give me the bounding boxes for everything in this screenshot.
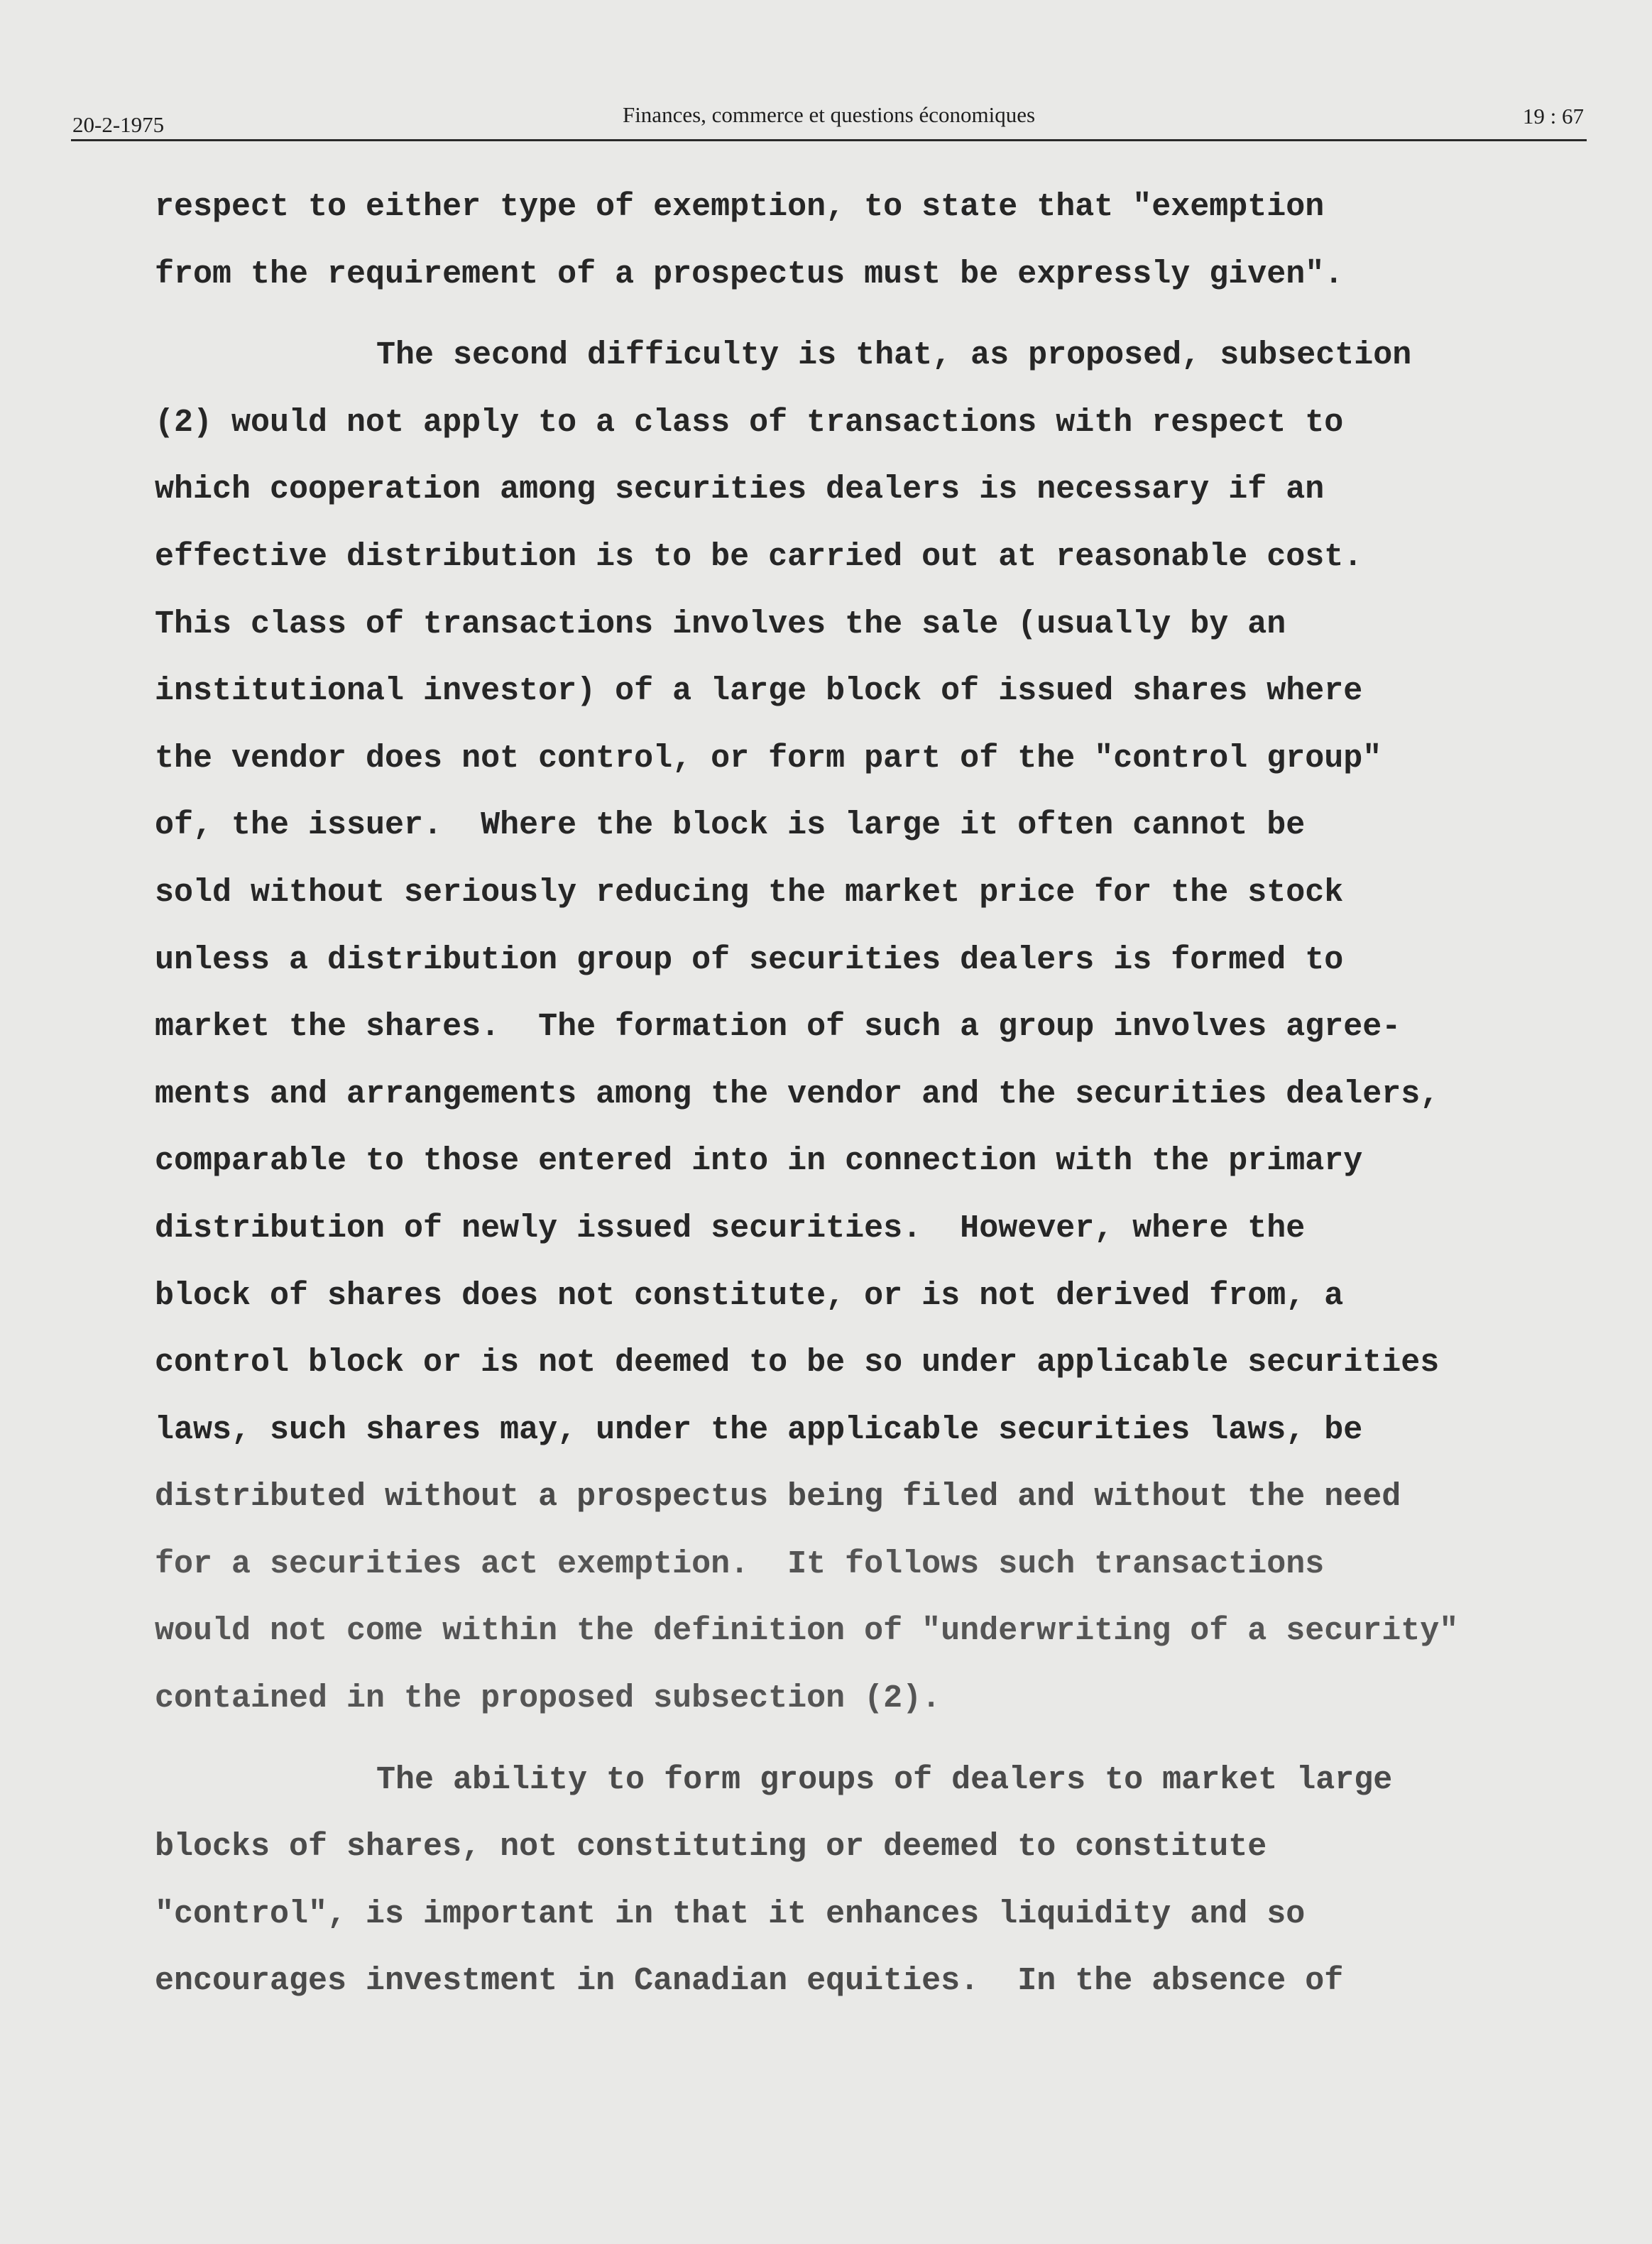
text-line: institutional investor) of a large block of issued shares where	[155, 673, 1363, 710]
paragraph-1	[155, 174, 1546, 308]
text-line: This class of transactions involves the sale (usually by an	[155, 606, 1286, 642]
text-line: market the shares. The formation of such a group involves agree-	[155, 1009, 1401, 1046]
text-line: block of shares does not constitute, or is not derived from, a	[155, 1277, 1344, 1314]
paragraph-3	[155, 1747, 1546, 2015]
header-page-number: 19 : 67	[1522, 104, 1584, 128]
text-line: (2) would not apply to a class of transactions with respect to	[155, 404, 1344, 441]
text-line: distribution of newly issued securities. However, where the	[155, 1210, 1306, 1247]
text-line: for a securities act exemption. It follows such transactions	[155, 1545, 1325, 1582]
text-line: ments and arrangements among the vendor and the securities dealers,	[155, 1076, 1440, 1112]
text-line: The second difficulty is that, as proposed, subsection	[376, 337, 1412, 374]
text-line: respect to either type of exemption, to state that "exemption	[155, 189, 1325, 225]
text-line: effective distribution is to be carried out at reasonable cost.	[155, 538, 1363, 575]
text-line: would not come within the definition of "underwriting of a security"	[155, 1613, 1459, 1650]
header-title: Finances, commerce et questions économiques	[622, 102, 1036, 127]
header-date: 20-2-1975	[72, 112, 165, 137]
text-line: comparable to those entered into in connection with the primary	[155, 1143, 1363, 1180]
text-line: "control", is important in that it enhances liquidity and so	[155, 1895, 1306, 1932]
text-line: from the requirement of a prospectus must be expressly given".	[155, 256, 1344, 292]
text-line: which cooperation among securities dealers is necessary if an	[155, 471, 1325, 508]
document-body	[155, 174, 1546, 2015]
text-line: The ability to form groups of dealers to market large	[376, 1761, 1393, 1798]
text-line: control block or is not deemed to be so under applicable securities	[155, 1345, 1440, 1381]
paragraph-2	[155, 322, 1546, 1732]
paragraph-gap	[155, 308, 1546, 322]
text-line: distributed without a prospectus being filed and without the need	[155, 1479, 1401, 1516]
text-line: unless a distribution group of securities dealers is formed to	[155, 941, 1344, 978]
paragraph-gap	[155, 1733, 1546, 1747]
text-line: encourages investment in Canadian equities. In the absence of	[155, 1963, 1344, 2000]
text-line: of, the issuer. Where the block is large it often cannot be	[155, 807, 1306, 844]
text-line: blocks of shares, not constituting or deemed to constitute	[155, 1829, 1267, 1866]
text-line: sold without seriously reducing the market price for the stock	[155, 874, 1344, 911]
text-line: laws, such shares may, under the applicable securities laws, be	[155, 1411, 1363, 1448]
text-line: the vendor does not control, or form part of the "control group"	[155, 740, 1382, 777]
page-header	[71, 99, 1587, 141]
text-line: contained in the proposed subsection (2).	[155, 1680, 941, 1717]
